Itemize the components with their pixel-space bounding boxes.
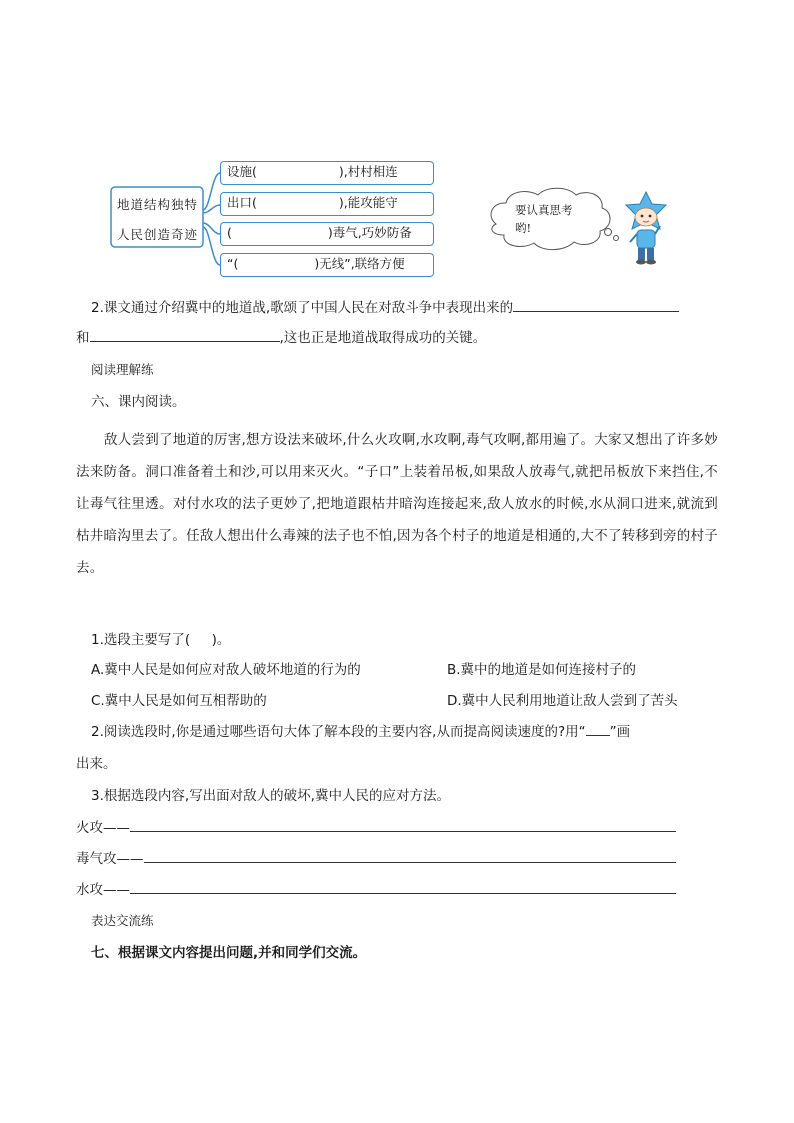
q3-water-label: 水攻—— — [76, 882, 130, 898]
q3-fire-row — [76, 818, 676, 838]
q2-top-text: 2.课文通过介绍冀中的地道战,歌颂了中国人民在对敌斗争中表现出来的 — [91, 300, 514, 316]
q3-poison-label: 毒气攻—— — [76, 851, 144, 867]
q2-line1 — [91, 722, 630, 742]
answer-line[interactable] — [130, 830, 676, 832]
cartoon-student-icon — [618, 190, 674, 268]
q2-top-line1 — [91, 298, 679, 318]
underline-sample — [586, 734, 610, 736]
q1-option-b[interactable]: B.冀中的地道是如何连接村子的 — [447, 662, 637, 678]
section-seven-title: 七、根据课文内容提出问题,并和同学们交流。 — [91, 945, 367, 961]
branch-3-suffix: )毒气,巧妙防备 — [327, 225, 412, 240]
answer-line[interactable] — [90, 340, 280, 342]
section-heading-reading: 阅读理解练 — [91, 362, 154, 377]
diagram-root-line2: 人民创造奇迹 — [117, 227, 199, 242]
q2-top-suffix: ,这也正是地道战取得成功的关键。 — [279, 330, 487, 346]
answer-line[interactable] — [513, 310, 679, 312]
branch-1-prefix: 设施( — [227, 164, 257, 179]
diagram-branch-2 — [220, 192, 434, 216]
branch-3-prefix: ( — [227, 225, 232, 240]
q2-line2: 出来。 — [76, 756, 117, 772]
diagram-branch-4 — [220, 253, 434, 277]
diagram-branch-3 — [220, 222, 434, 246]
q1-stem: 1.选段主要写了( )。 — [91, 632, 231, 648]
diagram-branch-1 — [220, 161, 434, 185]
q2-top-prefix: 和 — [76, 330, 90, 346]
section-heading-express: 表达交流练 — [91, 913, 154, 928]
q1-option-a[interactable]: A.冀中人民是如何应对敌人破坏地道的行为的 — [91, 662, 361, 678]
branch-1-suffix: ),村村相连 — [338, 164, 398, 179]
bubble-text: 要认真思考哟! — [515, 203, 573, 235]
answer-line[interactable] — [144, 861, 676, 863]
q1-option-d[interactable]: D.冀中人民利用地道让敌人尝到了苦头 — [447, 693, 678, 709]
q3-poison-row — [76, 849, 676, 869]
branch-2-suffix: ),能攻能守 — [338, 195, 398, 210]
diagram-root-line1: 地道结构独特 — [117, 197, 199, 212]
q1-option-c[interactable]: C.冀中人民是如何互相帮助的 — [91, 693, 267, 709]
branch-4-prefix: “( — [227, 256, 239, 271]
q3-water-row — [76, 880, 676, 900]
answer-line[interactable] — [130, 892, 676, 894]
section-six-title: 六、课内阅读。 — [91, 394, 186, 410]
branch-2-prefix: 出口( — [227, 195, 257, 210]
q2-top-line2 — [76, 328, 486, 348]
reading-passage: 敌人尝到了地道的厉害,想方设法来破坏,什么火攻啊,水攻啊,毒气攻啊,都用遍了。大家又想出了许多妙法来防备。洞口准备着土和沙,可以用来灭火。“子口”上装着吊板,如果敌人放毒气,就把吊板放下来挡住,不让毒气往里透。对付水攻的法子更妙了,把地道跟枯井暗沟连接起来,敌人放水的时候,水从洞口进来,就流到枯井暗沟里去了。任敌人想出什么毒辣的法子也不怕,因为各个村子的地道是相通的,大不了转移到旁的村子去。 — [76, 432, 718, 576]
q2-part1: 2.阅读选段时,你是通过哪些语句大体了解本段的主要内容,从而提高阅读速度的?用“ — [91, 724, 586, 740]
q2-part2: ”画 — [609, 724, 631, 740]
branch-4-suffix: )无线”,联络方便 — [314, 256, 405, 271]
q3-fire-label: 火攻—— — [76, 820, 130, 836]
q3-stem: 3.根据选段内容,写出面对敌人的破坏,冀中人民的应对方法。 — [91, 788, 450, 804]
